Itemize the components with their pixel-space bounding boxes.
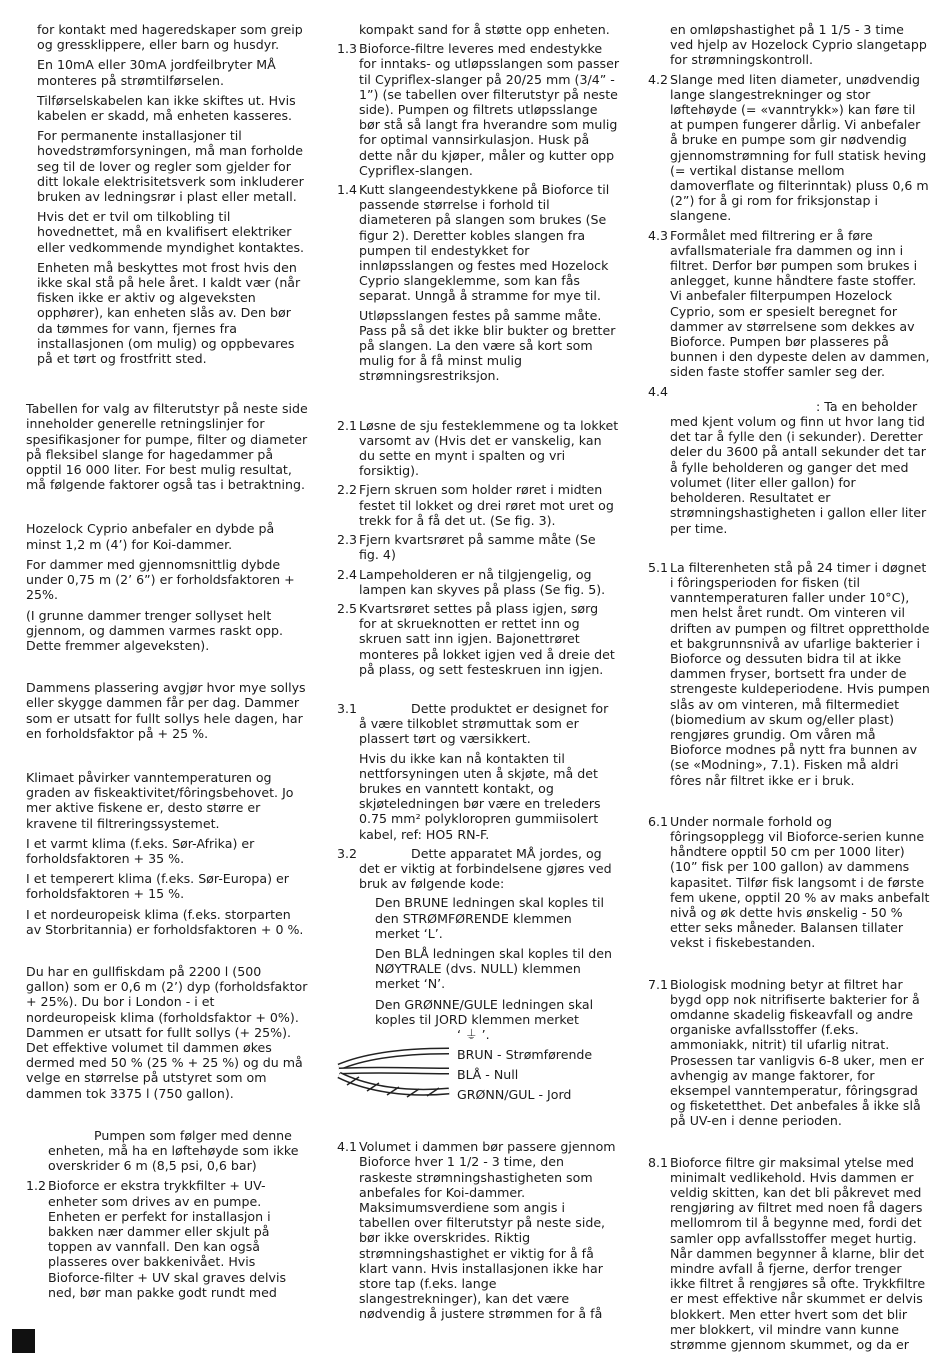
numbered-item xyxy=(648,1155,930,1353)
item-text: Bioforce-filtre leveres med endestykke for inntaks- og utløpsslangen som passer til Cypriflex-slanger på 20/25 mm (3/4” - 1”) (se tabellen over filterutstyr på neste side). Pumpen og filtrets utløpsslange bør stå så langt fra hverandre som mulig for optimal vannsirkulasjon. Husk på dette når du kjøper, måler og kutter opp Cypriflex-slangen. xyxy=(359,41,620,178)
numbered-item xyxy=(337,182,619,304)
wire-labels xyxy=(457,1045,592,1105)
numbered-item xyxy=(648,814,930,951)
paragraph: I et varmt klima (f.eks. Sør-Afrika) er forholdsfaktoren + 35 %. xyxy=(26,835,255,866)
item-number: 4.4 xyxy=(648,383,669,399)
wiring-diagram xyxy=(337,1045,619,1109)
wire-label-brown: BRUN - Strømførende xyxy=(457,1047,593,1063)
item-number: 7.1 xyxy=(648,976,669,992)
paragraph: Tabellen for valg av filterutstyr på neste side inneholder generelle retningslinjer for spesifikasjoner for pumpe, filter og diameter på fleksibel slange for hagedammer på opptil 16 000 liter. For best mulig resultat, må følgende faktorer også tas i betraktning. xyxy=(26,401,308,493)
item-text: Kutt slangeendestykkene på Bioforce til passende størrelse i forhold til diameteren på slangen som brukes (Se figur 2). Deretter kobles slangen fra pumpen til endestykket for innløpsslangen og festes med Hozelock Cyprio slangeklemme, som kan fås separat. Unngå å stramme for mye til. xyxy=(359,182,610,304)
column-3 xyxy=(648,22,930,1356)
numbered-item xyxy=(337,418,619,479)
paragraph: Utløpsslangen festes på samme måte. Pass på så det ikke blir bukter og bretter på slangen. La den være så kort som mulig for å få minst mulig strømningsrestriksjon. xyxy=(359,307,616,384)
numbered-item xyxy=(648,384,930,399)
item-number: 2.1 xyxy=(337,417,358,433)
paragraph: en omløpshastighet på 1 1/5 - 3 time ved hjelp av Hozelock Cyprio slangetapp for strømningskontroll. xyxy=(670,22,927,68)
wire-blue-text: Den BLÅ ledningen skal koples til den NØYTRALE (dvs. NULL) klemmen merket ‘N’. xyxy=(375,945,613,992)
item-number: 2.5 xyxy=(337,600,358,616)
paragraph: Pumpen som følger med denne enheten, må ha en løftehøyde som ikke overskrider 6 m (8,5 psi, 0,6 bar) xyxy=(48,1127,299,1174)
numbered-item xyxy=(337,532,619,562)
item-number: 1.4 xyxy=(337,182,358,198)
item-text: Under normale forhold og fôringsopplegg vil Bioforce-serien kunne håndtere opptil 50 cm per 1000 liter) (10” fisk per 100 gallon) av dammens kapasitet. Tilfør fisk langsomt i de første fem ukene, opptil 20 % av maks anbefalt nivå og øk dette hvis ønskelig - 50 % etter seks måneder. Balansen tillater vekst i fiskebestanden. xyxy=(670,813,930,951)
cable-wires-icon xyxy=(337,1045,453,1109)
numbered-item xyxy=(648,72,930,224)
item-text: Volumet i dammen bør passere gjennom Bioforce hver 1 1/2 - 3 time, den raskeste strømningshastigheten som anbefales for Koi-dammer. Maksimumsverdiene som angis i tabellen over filterutstyr på neste side, bør ikke overskrides. Riktig strømningshastighet er viktig for å få klart vann. Hvis installasjonen ikke har store tap (f.eks. lange slangestrekninger), kan det være nødvendig å justere strømmen for å få xyxy=(359,1139,616,1322)
item-number: 4.2 xyxy=(648,71,669,87)
paragraph: For dammer med gjennomsnittlig dybde under 0,75 m (2’ 6”) er forholdsfaktoren + 25%. xyxy=(26,556,295,603)
numbered-item xyxy=(337,1139,619,1321)
item-text: La filterenheten stå på 24 timer i døgnet i fôringsperioden for fisken (til vanntemperaturen faller under 10°C), men helst året rundt. Om vinteren vil driften av pumpen og filtret opprettholde et bakgrunnsnivå av ufarlige bakterier i Bioforce og dessuten bidra til at ikke dammen fryser, bortsett fra under de strengeste kuldeperiodene. Hvis pumpen slås av om vinteren, må filtermediet (biomedium av skum og/eller plast) rengjøres grundig. Om våren må Bioforce modnes på nytt fra bunnen av (se «Modning», 7.1). Fisken må aldri fôres når filtret ikke er i bruk. xyxy=(670,559,930,788)
paragraph: Enheten må beskyttes mot frost hvis den ikke skal stå på hele året. I kaldt vær (når fisken ikke er aktiv og algeveksten opphører), kan enheten slås av. Den bør da tømmes for vann, fjernes fra installasjonen (om mulig) og oppbevares på et tørt og frostfritt sted. xyxy=(37,259,301,367)
item-text: Bioforce filtre gir maksimal ytelse med minimalt vedlikehold. Hvis dammen er veldig skitten, kan det bli påkrevet med rengjøring av filtret med noen få dagers mellomrom til å begynne med, fordi det samler opp avfallsstoffer meget hurtig. Når dammen begynner å klarne, blir det mindre avfall å fjerne, derfor trenger ikke filtret å rengjøres så ofte. Trykkfiltre er mest effektive når skummet er delvis blokkert. Men etter hvert som det blir mer blokkert, vil mindre vann kunne strømme gjennom skummet, og da er xyxy=(670,1154,926,1353)
item-number: 2.2 xyxy=(337,482,358,498)
item-number: 5.1 xyxy=(648,559,669,575)
numbered-item xyxy=(648,977,930,1129)
paragraph: I et temperert klima (f.eks. Sør-Europa) er forholdsfaktoren + 15 %. xyxy=(26,871,289,902)
paragraph: En 10mA eller 30mA jordfeilbryter MÅ monteres på strømtilførselen. xyxy=(37,57,276,88)
item-number: 2.4 xyxy=(337,566,358,582)
item-number: 3.1 xyxy=(337,700,358,716)
numbered-item xyxy=(337,567,619,597)
item-text: Slange med liten diameter, unødvendig lange slangestrekninger og stor løftehøyde (= «vanntrykk») kan føre til at pumpen fungerer dårlig. Vi anbefaler å bruke en pumpe som gir nødvendig gjennomstrømning for full statisk heving (= vertikal distanse mellom damoverflate og filterinntak) pluss 0,6 m (2”) for å gi rom for friksjonstap i slangene. xyxy=(670,71,929,224)
paragraph: Hvis du ikke kan nå kontakten til nettforsyningen uten å skjøte, må det brukes en vanntett kontakt, og skjøteledningen bør være en treleders 0.75 mm² polykloropren gummiisolert kabel, ref: HO5 RN-F. xyxy=(359,750,601,842)
numbered-item xyxy=(337,601,619,677)
item-number: 4.1 xyxy=(337,1139,358,1155)
numbered-item xyxy=(337,41,619,178)
item-text: Biologisk modning betyr at filtret har bygd opp nok nitrifiserte bakterier for å omdanne skadelig fiskeavfall og andre organiske avfallsstoffer (f.eks. ammoniakk, nitrit) til ufarlig nitrat. Prosessen tar vanligvis 6-8 uker, men er avhengig av mange faktorer, for eksempel vanntemperatur, fôringsgrad og fisketetthet. Det anbefales å ikke slå på UV-en i denne perioden. xyxy=(670,976,924,1129)
item-text: Fjern kvartsrøret på samme måte (Se fig. 4) xyxy=(359,532,596,563)
item-number: 6.1 xyxy=(648,813,669,829)
wire-label-green-yellow: GRØNN/GUL - Jord xyxy=(457,1087,572,1103)
item-text: Løsne de sju festeklemmene og ta lokket varsomt av (Hvis det er vanskelig, kan du sette en mynt i spalten og vri forsiktig). xyxy=(359,417,619,479)
item-number: 2.3 xyxy=(337,532,358,548)
paragraph: kompakt sand for å støtte opp enheten. xyxy=(359,22,610,37)
numbered-item xyxy=(337,846,619,892)
item-text: Dette apparatet MÅ jordes, og det er viktig at forbindelsene gjøres ved bruk av følgende kode: xyxy=(359,845,612,892)
page-marker-block xyxy=(12,1329,35,1353)
item-text: Dette produktet er designet for å være tilkoblet strømuttak som er plassert tørt og værsikkert. xyxy=(359,700,609,747)
numbered-item xyxy=(26,1178,308,1300)
item-number: 1.2 xyxy=(26,1178,47,1194)
paragraph: Klimaet påvirker vanntemperaturen og graden av fiskeaktivitet/fôringsbehovet. Jo mer aktive fiskene er, desto større er kravene til filtreringssystemet. xyxy=(26,769,294,831)
item-number: 4.3 xyxy=(648,227,669,243)
paragraph: Dammens plassering avgjør hvor mye sollys eller skygge dammen får per dag. Dammer som er utsatt for fullt sollys hele dagen, har en forholdsfaktor på + 25 %. xyxy=(26,680,306,741)
paragraph: Tilførselskabelen kan ikke skiftes ut. Hvis kabelen er skadd, må enheten kasseres. xyxy=(37,92,296,124)
wire-label-blue: BLÅ - Null xyxy=(457,1067,519,1083)
column-1 xyxy=(26,22,308,1304)
paragraph: Du har en gullfiskdam på 2200 l (500 gallon) som er 0,6 m (2’) dyp (forholdsfaktor + 25%). Du bor i London - i et nordeuropeisk klima (forholdsfaktor + 0%). Dammen er utsatt for fullt sollys (+ 25%). Det effektive volumet til dammen økes dermed med 50 % (25 % + 25 %) og du må velge en størrelse på utstyret som om dammen tok 3375 l (750 gallon). xyxy=(26,963,308,1101)
wire-brown-text: Den BRUNE ledningen skal koples til den STRØMFØRENDE klemmen merket ‘L’. xyxy=(375,895,604,941)
item-text: Lampeholderen er nå tilgjengelig, og lampen kan skyves på plass (Se fig. 5). xyxy=(359,566,606,597)
earth-symbol: ‘ ⏚ ’. xyxy=(457,1026,490,1042)
item-text: Fjern skruen som holder røret i midten festet til lokket og drei røret mot uret og trekk for å få det ut. (Se fig. 3). xyxy=(359,482,614,528)
paragraph: I et nordeuropeisk klima (f.eks. storparten av Storbritannia) er forholdsfaktoren + 0 %. xyxy=(26,906,304,937)
item-text: Formålet med filtrering er å føre avfallsmateriale fra dammen og inn i filtret. Derfor bør pumpen som brukes i anlegget, kunne håndtere faste stoffer. Vi anbefaler filterpumpen Hozelock Cyprio, som er spesielt beregnet for dammer av størrelsene som dekkes av Bioforce. Pumpen bør plasseres på bunnen i den dypeste delen av dammen, siden faste stoffer samler seg der. xyxy=(670,227,930,380)
item-number: 1.3 xyxy=(337,41,358,57)
numbered-item xyxy=(648,228,930,380)
item-text: Bioforce er ekstra trykkfilter + UV-enheter som drives av en pumpe. Enheten er perfekt for installasjon i bakken nær dammer eller skjult på toppen av vannfall. Den kan også plasseres over bakkenivået. Hvis Bioforce-filter + UV skal graves delvis ned, bør man pakke godt rundt med xyxy=(48,1178,287,1300)
item-text: med kjent volum og finn ut hvor lang tid det tar å fylle den (i sekunder). Deretter deler du 3600 på antall sekunder det tar å fylle beholderen og ganger det med volumet (liter eller gallon) for beholderen. Resultatet er strømningshastigheten i gallon eller liter per time. xyxy=(670,414,927,536)
wire-earth-text: Den GRØNNE/GULE ledningen skal koples til JORD klemmen merket xyxy=(375,996,594,1027)
paragraph: (I grunne dammer trenger sollyset helt gjennom, og dammen varmes raskt opp. Dette fremmer algeveksten). xyxy=(26,607,283,653)
item-text: Kvartsrøret settes på plass igjen, sørg for at skrueknotten er rettet inn og skruen satt inn igjen. Bajonettrøret monteres på lokket igjen ved å dreie det på plass, og sett festeskruen inn igjen. xyxy=(359,600,615,677)
paragraph: for kontakt med hageredskaper som greip og gressklippere, eller barn og husdyr. xyxy=(37,22,303,53)
item-number: 3.2 xyxy=(337,845,358,861)
paragraph: Hvis det er tvil om tilkobling til hovednettet, må en kvalifisert elektriker eller vedkommende myndighet kontaktes. xyxy=(37,209,305,255)
item-text: : Ta en beholder xyxy=(816,398,918,414)
paragraph: Hozelock Cyprio anbefaler en dybde på minst 1,2 m (4’) for Koi-dammer. xyxy=(26,521,275,552)
numbered-item xyxy=(337,482,619,528)
column-2 xyxy=(337,22,619,1326)
item-number: 8.1 xyxy=(648,1154,669,1170)
numbered-item xyxy=(648,560,930,788)
numbered-item xyxy=(337,701,619,747)
paragraph: For permanente installasjoner til hovedstrømforsyningen, må man forholde seg til de lover og regler som gjelder for ditt lokale elektrisitetsverk som inkluderer bruken av ledningsrør i plast eller metall. xyxy=(37,128,304,205)
